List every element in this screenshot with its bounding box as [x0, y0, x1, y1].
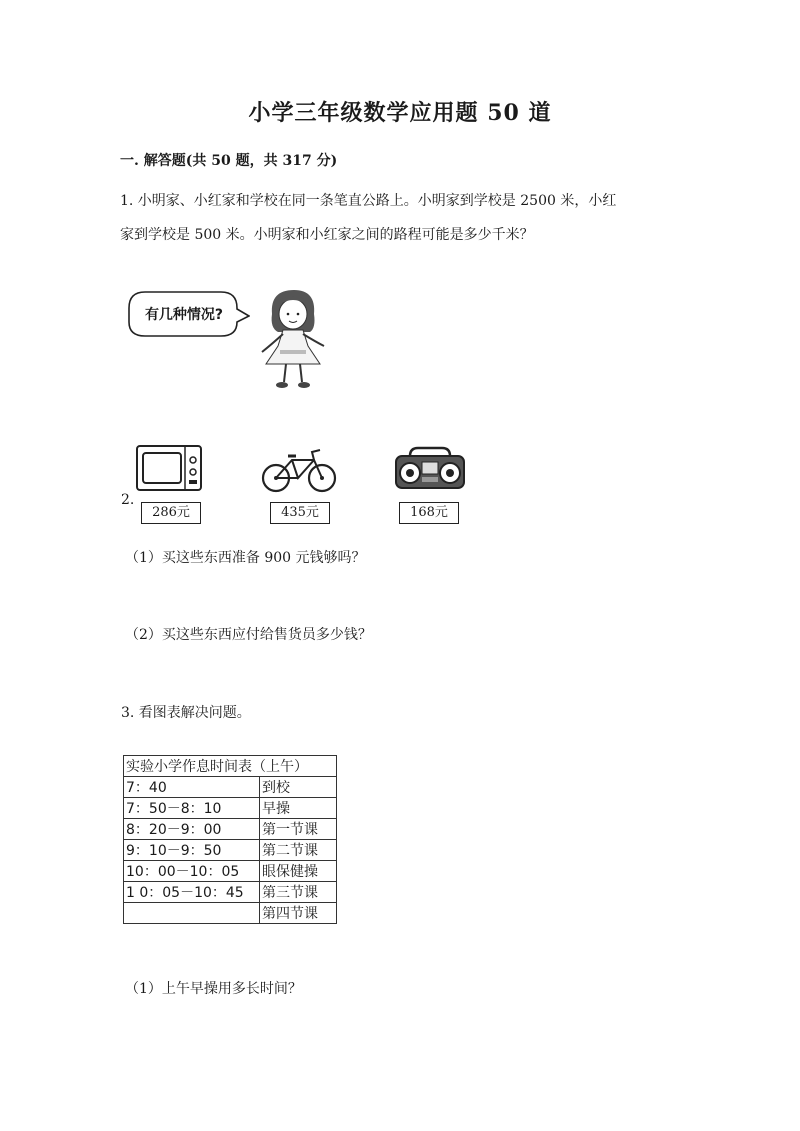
price-tag-radio: 168元 — [399, 502, 459, 524]
page-title: 小学三年级数学应用题 50 道 — [248, 100, 552, 126]
question-2-sub-2: （2）买这些东西应付给售货员多少钱？ — [125, 627, 372, 643]
bicycle-icon — [260, 446, 338, 498]
question-2-number: 2. — [121, 492, 135, 508]
activity-cell: 早操 — [260, 798, 337, 819]
table-row — [124, 840, 337, 861]
price-tag-bicycle: 435元 — [270, 502, 330, 524]
table-header-row — [124, 756, 337, 777]
activity-cell: 到校 — [260, 777, 337, 798]
time-cell: 1 0：05－10：45 — [124, 882, 260, 903]
question-2-sub-1: （1）买这些东西准备 900 元钱够吗？ — [125, 550, 366, 566]
table-row — [124, 882, 337, 903]
speech-bubble-text: 有几种情况? — [144, 307, 224, 323]
activity-cell: 第二节课 — [260, 840, 337, 861]
section-heading: 一. 解答题(共 50 题，共 317 分) — [120, 153, 338, 169]
time-cell: 7：40 — [124, 777, 260, 798]
time-cell: 8：20－9：00 — [124, 819, 260, 840]
activity-cell: 眼保健操 — [260, 861, 337, 882]
table-row — [124, 819, 337, 840]
girl-illustration — [250, 284, 340, 394]
activity-cell: 第三节课 — [260, 882, 337, 903]
time-cell: 7：50－8：10 — [124, 798, 260, 819]
price-tag-microwave: 286元 — [141, 502, 201, 524]
time-cell: 10：00－10：05 — [124, 861, 260, 882]
table-row — [124, 798, 337, 819]
radio-icon — [394, 446, 466, 496]
question-1-line-1: 1. 小明家、小红家和学校在同一条笔直公路上。小明家到学校是 2500 米，小红 — [120, 193, 617, 209]
activity-cell: 第四节课 — [260, 903, 337, 924]
table-row — [124, 777, 337, 798]
schedule-table — [123, 755, 337, 924]
question-3-sub-1: （1）上午早操用多长时间？ — [125, 981, 302, 997]
table-row — [124, 903, 337, 924]
table-row — [124, 861, 337, 882]
activity-cell: 第一节课 — [260, 819, 337, 840]
question-3-stem: 3. 看图表解决问题。 — [121, 705, 251, 721]
question-1 — [120, 184, 690, 252]
microwave-icon — [135, 440, 205, 500]
table-header: 实验小学作息时间表（上午） — [124, 756, 337, 777]
time-cell — [124, 903, 260, 924]
time-cell: 9：10－9：50 — [124, 840, 260, 861]
speech-bubble — [125, 286, 250, 346]
question-1-line-2: 家到学校是 500 米。小明家和小红家之间的路程可能是多少千米？ — [120, 227, 534, 243]
